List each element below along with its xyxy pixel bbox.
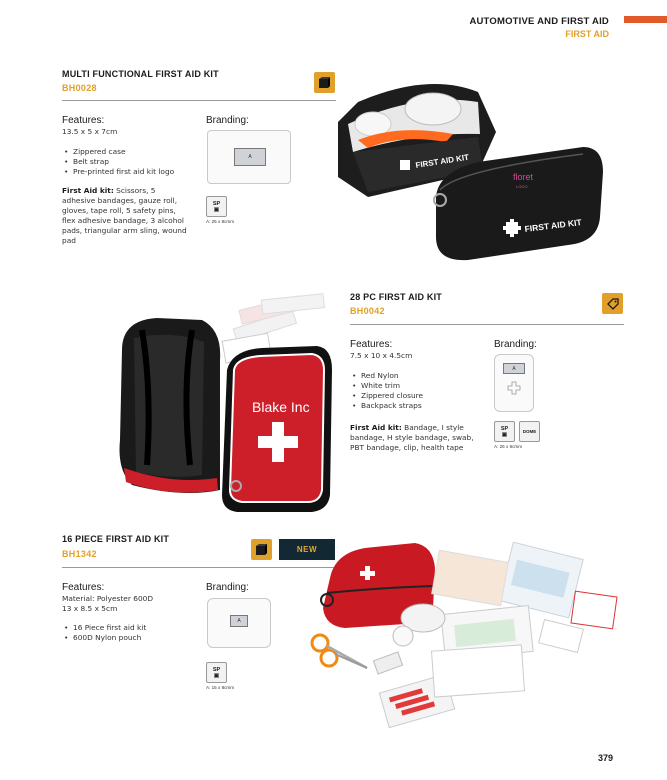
page-number: 379 (598, 753, 614, 763)
feature-item: • Red Nylon (350, 371, 423, 381)
method-sp-icon: SP ▣ (206, 662, 227, 683)
svg-text:Blake Inc: Blake Inc (252, 399, 310, 415)
new-badge: NEW (279, 539, 335, 560)
kit-text: Scissors, 5 adhesive bandages, gauze roll, gloves, tape roll, 5 safety pins, flex adhesive bandage, 3 alcohol pads, triangular arm sling, wound pad (62, 186, 187, 245)
product-dimensions: 13 x 8.5 x 5cm (62, 604, 118, 613)
section-title: AUTOMOTIVE AND FIRST AID (469, 16, 609, 27)
features-heading: Features: (62, 582, 105, 593)
method-dome-icon: DOME (519, 421, 540, 442)
method-note: A: 25 x 8cmm (206, 219, 235, 224)
feature-item: • 16 Piece first aid kit (62, 623, 146, 633)
brand-area: A (503, 363, 525, 374)
features-heading: Features: (350, 339, 393, 350)
method-note: A: 25 x 6cmm (494, 444, 523, 449)
product-title: 16 PIECE FIRST AID KIT (62, 534, 170, 544)
product-image-16pc-kit (305, 538, 635, 738)
product-code: BH0028 (62, 83, 97, 93)
branding-heading: Branding: (206, 115, 249, 126)
product-dimensions: 13.5 x 5 x 7cm (62, 127, 118, 136)
cross-outline-icon (507, 381, 521, 395)
features-heading: Features: (62, 115, 105, 126)
kit-label: First Aid kit: (62, 186, 114, 195)
product-divider (62, 567, 336, 568)
brand-area: A (234, 148, 266, 166)
feature-list (62, 147, 174, 177)
product-dimensions: 7.5 x 10 x 4.5cm (350, 351, 413, 360)
svg-text:FIRST AID KIT: FIRST AID KIT (524, 217, 583, 234)
feature-item: • Zippered closure (350, 391, 423, 401)
kit-label: First Aid kit: (350, 423, 402, 432)
box-icon (251, 539, 272, 560)
branding-diagram (494, 354, 534, 412)
product-image-28pc-kit (112, 290, 342, 520)
branding-diagram (207, 598, 271, 648)
kit-contents (62, 186, 190, 246)
svg-text:floret: floret (513, 172, 534, 182)
branding-heading: Branding: (206, 582, 249, 593)
product-title: MULTI FUNCTIONAL FIRST AID KIT (62, 69, 219, 79)
feature-item: • Zippered case (62, 147, 174, 157)
feature-item: • Belt strap (62, 157, 174, 167)
feature-item: • Backpack straps (350, 401, 423, 411)
product-divider (62, 100, 336, 101)
svg-text:FIRST AID KIT: FIRST AID KIT (414, 152, 470, 170)
feature-item: • White trim (350, 381, 423, 391)
product-material: Material: Polyester 600D (62, 594, 154, 603)
product-image-multifunctional-kit (328, 62, 628, 267)
tag-icon (602, 293, 623, 314)
method-note: A: 15 x 8cmm (206, 685, 235, 690)
kit-text: Bandage, I style bandage, H style bandage, swab, PBT bandage, clip, health tape (350, 423, 474, 452)
product-divider (350, 324, 624, 325)
section-accent-bar (624, 16, 667, 23)
feature-list (62, 623, 146, 643)
product-title: 28 PC FIRST AID KIT (350, 292, 442, 302)
subsection-title: FIRST AID (565, 29, 609, 39)
method-sp-icon: SP ▣ (494, 421, 515, 442)
feature-list (350, 371, 423, 411)
brand-area: A (230, 615, 248, 627)
feature-item: • 600D Nylon pouch (62, 633, 146, 643)
branding-heading: Branding: (494, 339, 537, 350)
kit-contents (350, 423, 488, 453)
svg-text:LOGO: LOGO (516, 184, 528, 189)
product-code: BH0042 (350, 306, 385, 316)
feature-item: • Pre-printed first aid kit logo (62, 167, 174, 177)
method-sp-icon: SP ▣ (206, 196, 227, 217)
branding-diagram (207, 130, 291, 184)
product-code: BH1342 (62, 549, 97, 559)
